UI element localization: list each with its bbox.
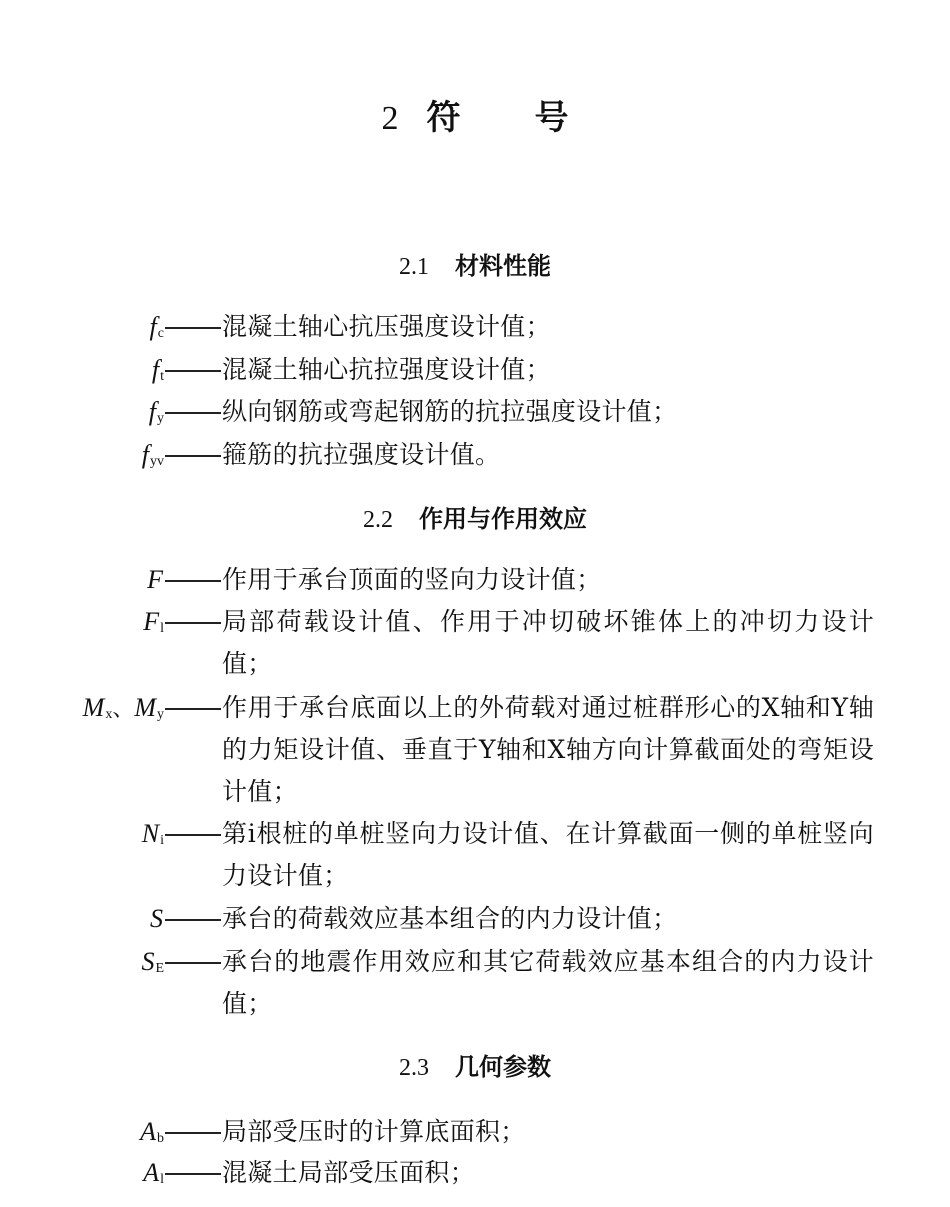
symbol: $f_{yv}$ <box>141 440 164 469</box>
dash-separator <box>164 559 222 601</box>
symbol-description: 承台的荷载效应基本组合的内力设计值； <box>222 904 678 933</box>
symbol: $F_l$ <box>143 607 164 636</box>
symbol: $A_b$ <box>140 1117 164 1146</box>
chapter-title-char-1: 符 <box>426 98 461 138</box>
chapter-title <box>0 96 950 141</box>
chapter-number: 2 <box>381 100 399 137</box>
symbol-description: 承台的地震作用效应和其它荷载效应基本组合的内力设计值； <box>222 947 874 1018</box>
symbol-description: 作用于承台顶面的竖向力设计值； <box>222 565 602 594</box>
dash-separator <box>164 687 222 729</box>
section-heading: 材料性能 <box>455 252 551 280</box>
symbol: $S_E$ <box>141 947 164 976</box>
section-heading: 几何参数 <box>455 1053 551 1081</box>
dash-separator <box>164 813 222 855</box>
symbol-description: 第i根桩的单桩竖向力设计值、在计算截面一侧的单桩竖向力设计值； <box>222 819 874 890</box>
symbol-description: 混凝土轴心抗压强度设计值； <box>222 312 551 341</box>
dash-separator <box>164 434 222 476</box>
symbol-description: 混凝土局部受压面积； <box>222 1158 476 1187</box>
symbol: $f_c$ <box>149 312 164 341</box>
section-number: 2.1 <box>399 254 429 280</box>
symbol: S <box>150 904 163 933</box>
symbol: $f_t$ <box>151 355 164 384</box>
symbol-description: 局部荷载设计值、作用于冲切破坏锥体上的冲切力设计值； <box>222 607 874 678</box>
symbol-description: 作用于承台底面以上的外荷载对通过桩群形心的X轴和Y轴的力矩设计值、垂直于Y轴和X轴方向计算截面处的弯矩设计值； <box>222 693 874 806</box>
dash-separator <box>164 941 222 983</box>
section-number: 2.2 <box>363 507 393 533</box>
symbol-description: 局部受压时的计算底面积； <box>222 1117 526 1146</box>
dash-separator <box>164 898 222 940</box>
dash-separator <box>164 601 222 643</box>
section-title-2-2 <box>0 504 950 535</box>
symbol-description: 纵向钢筋或弯起钢筋的抗拉强度设计值； <box>222 397 678 426</box>
symbol: F <box>147 565 163 594</box>
dash-separator <box>164 1111 222 1153</box>
symbol: $A_l$ <box>143 1158 164 1187</box>
chapter-title-char-2: 号 <box>534 98 569 138</box>
symbol-description: 混凝土轴心抗拉强度设计值； <box>222 355 551 384</box>
dash-separator <box>164 391 222 433</box>
dash-separator <box>164 1152 222 1194</box>
dash-separator <box>164 349 222 391</box>
symbol: $M_x$、$M_y$ <box>82 693 164 722</box>
section-heading: 作用与作用效应 <box>419 505 587 533</box>
section-title-2-3 <box>0 1052 950 1083</box>
symbol: $f_y$ <box>148 397 164 426</box>
dash-separator <box>164 306 222 348</box>
section-number: 2.3 <box>399 1055 429 1081</box>
symbol: $N_i$ <box>141 819 164 848</box>
section-title-2-1 <box>0 251 950 282</box>
symbol-description: 箍筋的抗拉强度设计值。 <box>222 440 501 469</box>
